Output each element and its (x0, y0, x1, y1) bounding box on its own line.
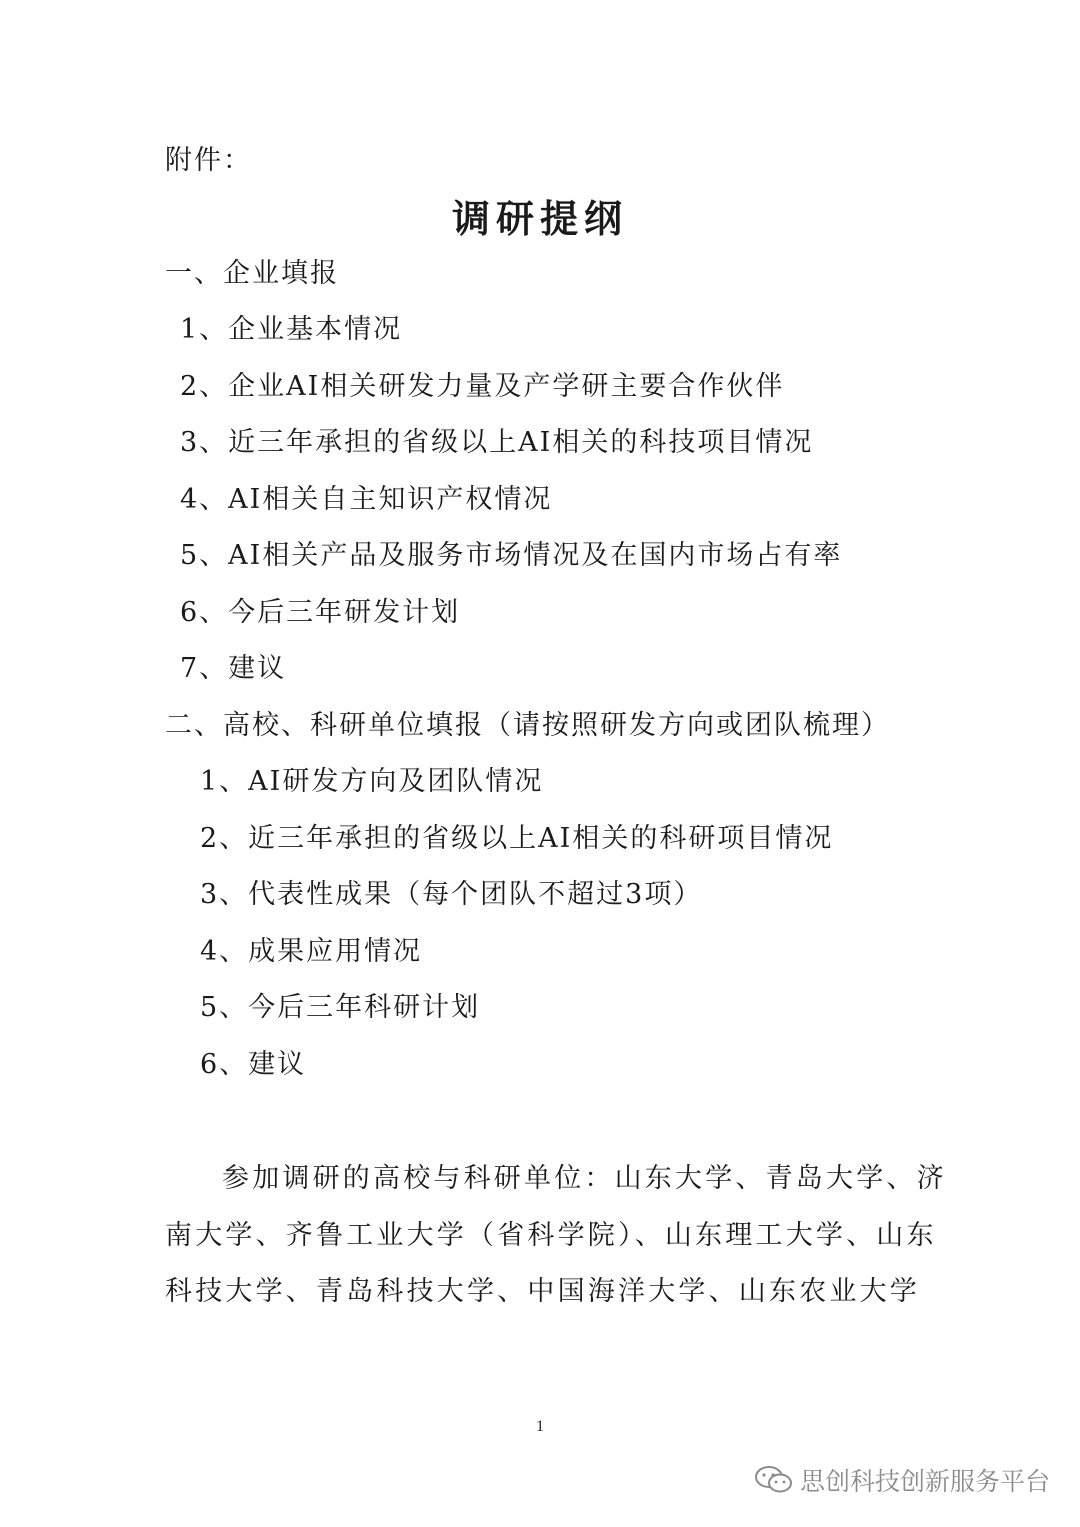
list-item: 5、AI相关产品及服务市场情况及在国内市场占有率 (180, 540, 843, 571)
list-item: 2、企业AI相关研发力量及产学研主要合作伙伴 (180, 371, 785, 402)
list-item: 3、近三年承担的省级以上AI相关的科技项目情况 (180, 427, 814, 458)
section-heading-universities: 二、高校、科研单位填报（请按照研发方向或团队梳理） (165, 710, 890, 741)
list-item: 6、今后三年研发计划 (180, 597, 461, 628)
watermark (754, 1462, 1050, 1498)
list-item: 2、近三年承担的省级以上AI相关的科研项目情况 (200, 823, 834, 854)
list-item: 4、成果应用情况 (200, 936, 423, 967)
attachment-label: 附件： (165, 145, 252, 176)
list-item: 1、AI研发方向及团队情况 (200, 766, 544, 797)
watermark-text: 思创科技创新服务平台 (799, 1467, 1050, 1496)
list-item: 4、AI相关自主知识产权情况 (180, 484, 553, 515)
section-heading-enterprise: 一、企业填报 (165, 258, 339, 289)
list-item: 5、今后三年科研计划 (200, 992, 481, 1023)
paragraph-line: 参加调研的高校与科研单位：山东大学、青岛大学、济 (222, 1163, 947, 1194)
paragraph-line: 科技大学、青岛科技大学、中国海洋大学、山东农业大学 (165, 1276, 920, 1307)
list-item: 1、企业基本情况 (180, 314, 403, 345)
document-title: 调研提纲 (451, 196, 628, 241)
list-item: 6、建议 (200, 1049, 307, 1080)
page-number: 1 (536, 1418, 544, 1435)
list-item: 7、建议 (180, 653, 287, 684)
list-item: 3、代表性成果（每个团队不超过3项） (200, 879, 703, 910)
paragraph-line: 南大学、齐鲁工业大学（省科学院）、山东理工大学、山东 (165, 1220, 937, 1251)
wechat-icon (754, 1465, 794, 1495)
